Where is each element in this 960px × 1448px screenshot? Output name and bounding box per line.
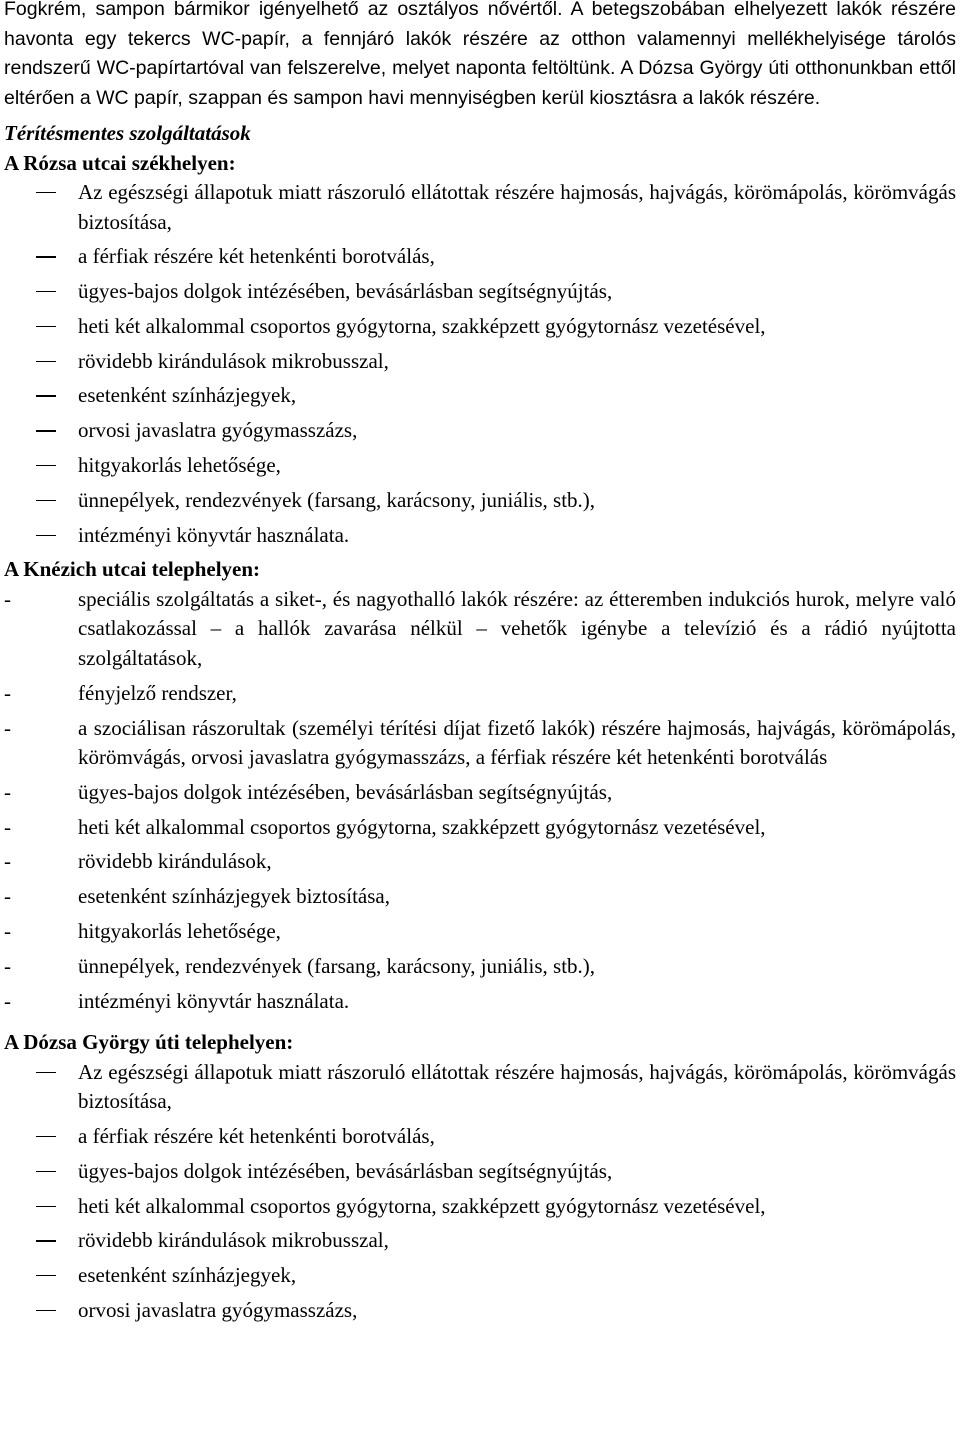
- list-item: [4, 679, 956, 709]
- dash-bullet-icon: [36, 326, 56, 327]
- list-item-text: ünnepélyek, rendezvények (farsang, karácsony, juniális, stb.),: [78, 487, 596, 512]
- dozsa-list: [4, 1058, 956, 1326]
- rozsa-list: [4, 178, 956, 550]
- list-item: [4, 882, 956, 912]
- list-item: [4, 416, 956, 446]
- dash-bullet-icon: [36, 500, 56, 501]
- list-item: [4, 451, 956, 481]
- knezich-heading: A Knézich utcai telephelyen:: [4, 557, 261, 582]
- list-item: [4, 347, 956, 377]
- dash-bullet-icon: [36, 361, 56, 362]
- list-item: [4, 178, 956, 237]
- dash-bullet-icon: [36, 192, 56, 193]
- list-item: [4, 242, 956, 272]
- dash-bullet-icon: [36, 395, 56, 396]
- list-item: [4, 1192, 956, 1222]
- section-title: Térítésmentes szolgáltatások: [4, 121, 251, 145]
- list-item: [4, 952, 956, 982]
- intro-sentence-1: Fogkrém, sampon bármikor igényelhető az osztályos nővértől. A betegszobában elhelyezett lakók részére havonta egy tekercs WC-papír, a fennjáró lakók részére az otthon valamennyi mellékhelyisége tárolós rendszerű WC-papírtartóval van felszerelve, melyet naponta feltöltünk.: [4, 0, 956, 79]
- list-item: [4, 1058, 956, 1117]
- list-item: [4, 987, 956, 1017]
- hyphen-bullet: -: [4, 988, 11, 1013]
- hyphen-bullet: -: [4, 586, 11, 611]
- list-item: [4, 813, 956, 843]
- list-item-text: heti két alkalommal csoportos gyógytorna, szakképzett gyógytornász vezetésével,: [78, 814, 766, 839]
- list-item: [4, 778, 956, 808]
- hyphen-bullet: -: [4, 814, 11, 839]
- hyphen-bullet: -: [4, 715, 11, 740]
- list-item-text: esetenként színházjegyek,: [78, 1263, 297, 1288]
- list-item-text: ünnepélyek, rendezvények (farsang, karácsony, juniális, stb.),: [78, 953, 596, 978]
- dash-bullet-icon: [36, 1072, 56, 1073]
- list-item-text: speciális szolgáltatás a siket-, és nagyothalló lakók részére: az étteremben indukciós hurok, melyre való csatlakozással – a hallók zavarása nélkül – vehetők igénybe a televízió és a rádió nyújtotta szolgáltatások,: [78, 586, 956, 670]
- dash-bullet-icon: [36, 1310, 56, 1311]
- hyphen-bullet: -: [4, 849, 11, 874]
- list-item-text: fényjelző rendszer,: [78, 680, 237, 705]
- dash-bullet-icon: [36, 1136, 56, 1137]
- document-page: [4, 0, 956, 1331]
- list-item-text: hitgyakorlás lehetősége,: [78, 453, 281, 478]
- list-item-text: ügyes-bajos dolgok intézésében, bevásárlásban segítségnyújtás,: [78, 279, 613, 304]
- rozsa-heading: A Rózsa utcai székhelyen:: [4, 150, 236, 175]
- hyphen-bullet: -: [4, 884, 11, 909]
- list-item-text: rövidebb kirándulások mikrobusszal,: [78, 348, 389, 373]
- list-item: [4, 917, 956, 947]
- list-item-text: Az egészségi állapotuk miatt rászoruló ellátottak részére hajmosás, hajvágás, körömápolás, körömvágás biztosítása,: [78, 180, 956, 234]
- dash-bullet-icon: [36, 430, 56, 431]
- list-item-text: intézményi könyvtár használata.: [78, 522, 350, 547]
- dash-bullet-icon: [36, 1171, 56, 1172]
- list-item: [4, 312, 956, 342]
- hyphen-bullet: -: [4, 953, 11, 978]
- list-item-text: rövidebb kirándulások,: [78, 849, 272, 874]
- list-item-text: heti két alkalommal csoportos gyógytorna, szakképzett gyógytornász vezetésével,: [78, 313, 766, 338]
- list-item-text: ügyes-bajos dolgok intézésében, bevásárlásban segítségnyújtás,: [78, 779, 613, 804]
- hyphen-bullet: -: [4, 680, 11, 705]
- list-item-text: a férfiak részére két hetenkénti borotválás,: [78, 1123, 435, 1148]
- list-item: [4, 714, 956, 773]
- dash-bullet-icon: [36, 291, 56, 292]
- list-item-text: orvosi javaslatra gyógymasszázs,: [78, 1297, 358, 1322]
- list-item: [4, 1226, 956, 1256]
- list-item: [4, 381, 956, 411]
- list-item: [4, 847, 956, 877]
- list-item-text: orvosi javaslatra gyógymasszázs,: [78, 418, 358, 443]
- list-item-text: heti két alkalommal csoportos gyógytorna, szakképzett gyógytornász vezetésével,: [78, 1193, 766, 1218]
- dash-bullet-icon: [36, 1275, 56, 1276]
- list-item-text: a férfiak részére két hetenkénti borotválás,: [78, 244, 435, 269]
- dash-bullet-icon: [36, 1240, 56, 1241]
- list-item-text: rövidebb kirándulások mikrobusszal,: [78, 1228, 389, 1253]
- hyphen-bullet: -: [4, 779, 11, 804]
- knezich-list: [4, 585, 956, 1016]
- dash-bullet-icon: [36, 256, 56, 257]
- hyphen-bullet: -: [4, 919, 11, 944]
- list-item: [4, 1261, 956, 1291]
- list-item-text: a szociálisan rászorultak (személyi térítési díjat fizető lakók) részére hajmosás, hajvágás, körömápolás, körömvágás, orvosi javaslatra gyógymasszázs, a férfiak részére két hetenkénti borotválás: [78, 715, 956, 770]
- list-item-text: intézményi könyvtár használata.: [78, 988, 350, 1013]
- list-item: [4, 585, 956, 674]
- list-item-text: Az egészségi állapotuk miatt rászoruló ellátottak részére hajmosás, hajvágás, körömápolás, körömvágás biztosítása,: [78, 1059, 956, 1114]
- intro-sentence-2: A Dózsa György úti otthonunkban ettől eltérően a WC papír, szappan és sampon havi mennyiségben kerül kiosztásra a lakók részére.: [4, 57, 956, 109]
- list-item: [4, 521, 956, 551]
- dash-bullet-icon: [36, 535, 56, 536]
- intro-paragraph: [4, 0, 956, 113]
- dash-bullet-icon: [36, 1206, 56, 1207]
- list-item-text: ügyes-bajos dolgok intézésében, bevásárlásban segítségnyújtás,: [78, 1158, 613, 1183]
- list-item-text: hitgyakorlás lehetősége,: [78, 919, 281, 944]
- list-item: [4, 486, 956, 516]
- list-item: [4, 1157, 956, 1187]
- list-item: [4, 1296, 956, 1326]
- list-item-text: esetenként színházjegyek biztosítása,: [78, 884, 390, 909]
- dozsa-heading: A Dózsa György úti telephelyen:: [4, 1030, 294, 1055]
- list-item: [4, 1122, 956, 1152]
- list-item: [4, 277, 956, 307]
- list-item-text: esetenként színházjegyek,: [78, 383, 297, 408]
- dash-bullet-icon: [36, 465, 56, 466]
